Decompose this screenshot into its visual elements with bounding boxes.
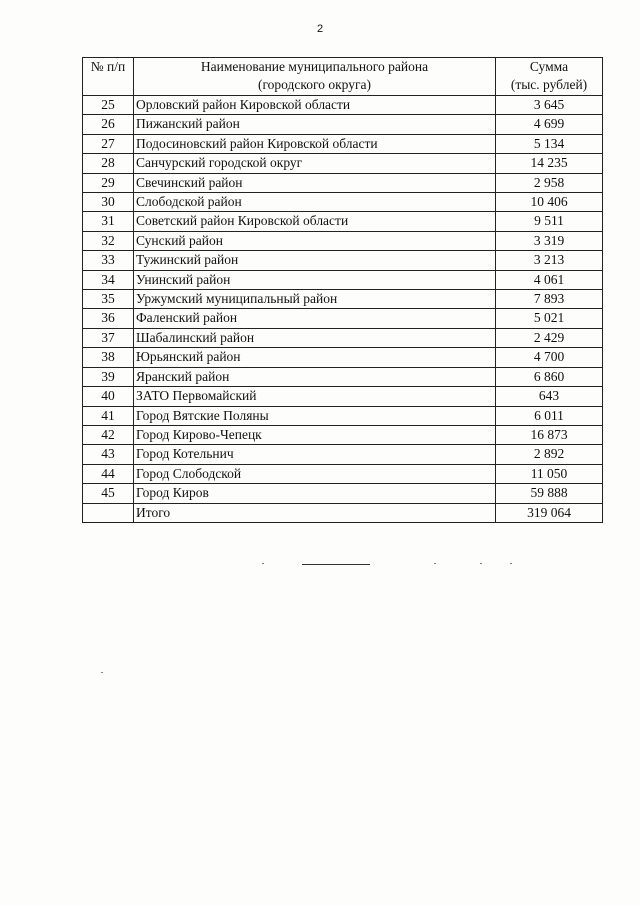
table-row bbox=[83, 154, 603, 173]
header-name-line2: (городского округа) bbox=[257, 77, 372, 92]
row-sum: 7 893 bbox=[496, 290, 603, 309]
table-row bbox=[83, 464, 603, 483]
table-row bbox=[83, 425, 603, 444]
row-num: 39 bbox=[83, 367, 134, 386]
row-name: Шабалинский район bbox=[134, 328, 496, 347]
table-header-row bbox=[83, 58, 603, 96]
table-row bbox=[83, 115, 603, 134]
table-row bbox=[83, 96, 603, 115]
row-sum: 2 958 bbox=[496, 173, 603, 192]
table-row bbox=[83, 231, 603, 250]
header-name-line1: Наименование муниципального района bbox=[200, 59, 429, 74]
row-num: 33 bbox=[83, 251, 134, 270]
row-name: Сунский район bbox=[134, 231, 496, 250]
row-sum: 2 892 bbox=[496, 445, 603, 464]
row-num: 40 bbox=[83, 387, 134, 406]
table-row bbox=[83, 445, 603, 464]
row-sum: 2 429 bbox=[496, 328, 603, 347]
row-name: Город Вятские Поляны bbox=[134, 406, 496, 425]
total-label: Итого bbox=[134, 503, 496, 522]
row-num: 32 bbox=[83, 231, 134, 250]
table-row bbox=[83, 212, 603, 231]
row-sum: 4 061 bbox=[496, 270, 603, 289]
row-num: 31 bbox=[83, 212, 134, 231]
scan-speck bbox=[480, 563, 482, 564]
table-row bbox=[83, 406, 603, 425]
row-num: 43 bbox=[83, 445, 134, 464]
row-name: Орловский район Кировской области bbox=[134, 96, 496, 115]
total-num bbox=[83, 503, 134, 522]
row-name: Санчурский городской округ bbox=[134, 154, 496, 173]
row-sum: 4 699 bbox=[496, 115, 603, 134]
row-num: 35 bbox=[83, 290, 134, 309]
row-name: Подосиновский район Кировской области bbox=[134, 134, 496, 153]
row-num: 45 bbox=[83, 484, 134, 503]
row-sum: 6 011 bbox=[496, 406, 603, 425]
row-num: 27 bbox=[83, 134, 134, 153]
row-name: Город Кирово-Чепецк bbox=[134, 425, 496, 444]
table-row bbox=[83, 173, 603, 192]
row-sum: 59 888 bbox=[496, 484, 603, 503]
row-name: Город Котельнич bbox=[134, 445, 496, 464]
row-num: 28 bbox=[83, 154, 134, 173]
row-sum: 5 021 bbox=[496, 309, 603, 328]
page-number: 2 bbox=[316, 23, 324, 35]
row-name: Уржумский муниципальный район bbox=[134, 290, 496, 309]
row-sum: 14 235 bbox=[496, 154, 603, 173]
header-sum-line1: Сумма bbox=[529, 59, 569, 74]
table-row bbox=[83, 251, 603, 270]
row-num: 37 bbox=[83, 328, 134, 347]
total-row bbox=[83, 503, 603, 522]
row-num: 29 bbox=[83, 173, 134, 192]
table-row bbox=[83, 290, 603, 309]
scan-speck bbox=[510, 563, 512, 564]
row-num: 26 bbox=[83, 115, 134, 134]
row-sum: 4 700 bbox=[496, 348, 603, 367]
row-num: 25 bbox=[83, 96, 134, 115]
header-num: № п/п bbox=[83, 58, 134, 96]
scan-speck bbox=[434, 563, 436, 564]
row-name: Юрьянский район bbox=[134, 348, 496, 367]
row-name: Слободской район bbox=[134, 193, 496, 212]
row-name: Советский район Кировской области bbox=[134, 212, 496, 231]
scan-speck bbox=[101, 672, 103, 673]
row-name: Город Слободской bbox=[134, 464, 496, 483]
row-sum: 3 319 bbox=[496, 231, 603, 250]
row-num: 38 bbox=[83, 348, 134, 367]
table-row bbox=[83, 484, 603, 503]
row-sum: 11 050 bbox=[496, 464, 603, 483]
row-sum: 3 645 bbox=[496, 96, 603, 115]
table-row bbox=[83, 270, 603, 289]
row-num: 30 bbox=[83, 193, 134, 212]
header-name bbox=[134, 58, 496, 96]
row-sum: 6 860 bbox=[496, 367, 603, 386]
table-row bbox=[83, 193, 603, 212]
table-row bbox=[83, 134, 603, 153]
row-num: 36 bbox=[83, 309, 134, 328]
separator-line bbox=[302, 564, 370, 565]
table-row bbox=[83, 328, 603, 347]
row-name: Фаленский район bbox=[134, 309, 496, 328]
row-sum: 10 406 bbox=[496, 193, 603, 212]
row-num: 34 bbox=[83, 270, 134, 289]
row-sum: 643 bbox=[496, 387, 603, 406]
row-sum: 16 873 bbox=[496, 425, 603, 444]
row-name: Город Киров bbox=[134, 484, 496, 503]
total-sum: 319 064 bbox=[496, 503, 603, 522]
row-name: Пижанский район bbox=[134, 115, 496, 134]
scan-speck bbox=[262, 563, 264, 564]
row-name: Унинский район bbox=[134, 270, 496, 289]
header-sum-line2: (тыс. рублей) bbox=[510, 77, 588, 92]
row-sum: 9 511 bbox=[496, 212, 603, 231]
row-name: Свечинский район bbox=[134, 173, 496, 192]
row-num: 41 bbox=[83, 406, 134, 425]
row-name: Тужинский район bbox=[134, 251, 496, 270]
row-name: Яранский район bbox=[134, 367, 496, 386]
table-row bbox=[83, 348, 603, 367]
table-row bbox=[83, 367, 603, 386]
row-num: 44 bbox=[83, 464, 134, 483]
table-row bbox=[83, 387, 603, 406]
allocation-table bbox=[82, 57, 603, 523]
row-name: ЗАТО Первомайский bbox=[134, 387, 496, 406]
table-row bbox=[83, 309, 603, 328]
header-sum bbox=[496, 58, 603, 96]
row-sum: 5 134 bbox=[496, 134, 603, 153]
row-num: 42 bbox=[83, 425, 134, 444]
row-sum: 3 213 bbox=[496, 251, 603, 270]
